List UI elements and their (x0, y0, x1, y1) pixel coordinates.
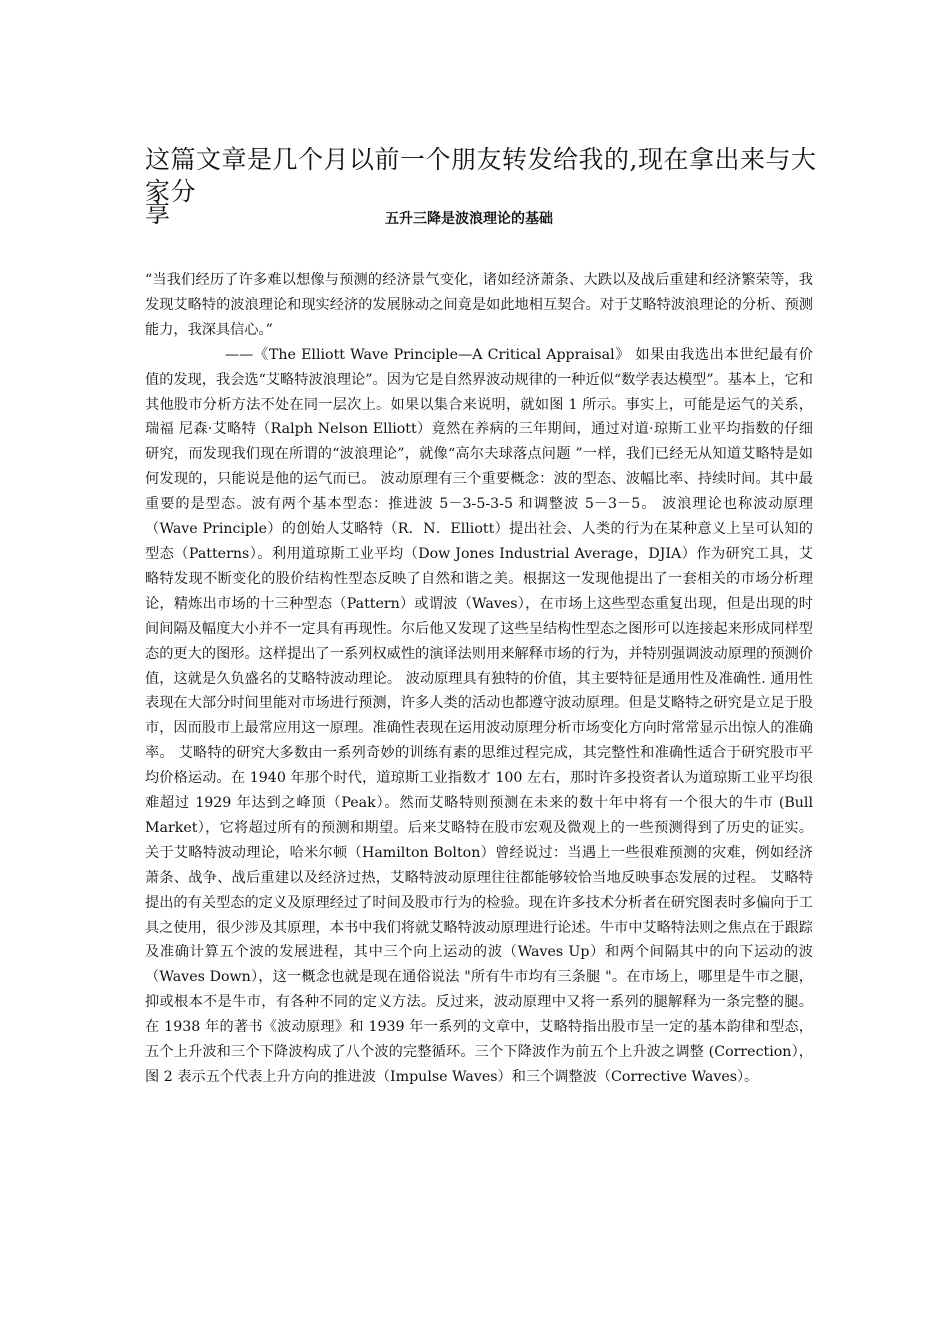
document-body (145, 268, 813, 1090)
quote-paragraph: “当我们经历了许多难以想像与预测的经济景气变化，诸如经济萧条、大跌以及战后重建和经济繁荣等，我发现艾略特的波浪理论和现实经济的发展脉动之间竟是如此地相互契合。对于艾略特波浪理论的分析、预测能力，我深具信心。” (145, 272, 813, 338)
body-paragraph: ——《The Elliott Wave Principle—A Critical Appraisal》 如果由我选出本世纪最有价值的发现，我会选“艾略特波浪理论”。因为它是自然界波动规律的一种近似“数学表达模型”。基本上，它和其他股市分析方法不处在同一层次上。如果以集合来说明，就如图 1 所示。事实上，可能是运气的关系，瑞福 尼森·艾略特（Ralph Nelson Elliott）竟然在养病的三年期间，通过对道·琼斯工业平均指数的仔细研究，而发现我们现在所谓的“波浪理论”，就像“高尔夫球落点问题 ”一样，我们已经无从知道艾略特是如何发现的，只能说是他的运气而已。 波动原理有三个重要概念：波的型态、波幅比率、持续时间。其中最重要的是型态。波有两个基本型态：推进波 5－3-5-3-5 和调整波 5－3－5。 波浪理论也称波动原理（Wave Principle）的创始人艾略特（R．N．Elliott）提出社会、人类的行为在某种意义上呈可认知的型态（Patterns）。利用道琼斯工业平均（Dow Jones Industrial Average，DJIA）作为研究工具，艾略特发现不断变化的股价结构性型态反映了自然和谐之美。根据这一发现他提出了一套相关的市场分析理论，精炼出市场的十三种型态（Pattern）或谓波（Waves），在市场上这些型态重复出现，但是出现的时间间隔及幅度大小并不一定具有再现性。尔后他又发现了这些呈结构性型态之图形可以连接起来形成同样型态的更大的图形。这样提出了一系列权威性的演译法则用来解释市场的行为，并特别强调波动原理的预测价值，这就是久负盛名的艾略特波动理论。 波动原理具有独特的价值，其主要特征是通用性及准确性. 通用性表现在大部分时间里能对市场进行预测，许多人类的活动也都遵守波动原理。但是艾略特之研究是立足于股市，因而股市上最常应用这一原理。准确性表现在运用波动原理分析市场变化方向时常常显示出惊人的准确率。 艾略特的研究大多数由一系列奇妙的训练有素的思维过程完成，其完整性和准确性适合于研究股市平均价格运动。在 1940 年那个时代，道琼斯工业指数才 100 左右，那时许多投资者认为道琼斯工业平均很难超过 1929 年达到之峰顶（Peak）。然而艾略特则预测在未来的数十年中将有一个很大的牛市 (Bull Market），它将超过所有的预测和期望。后来艾略特在股市宏观及微观上的一些预测得到了历史的证实。 关于艾略特波动理论，哈米尔顿（Hamilton Bolton）曾经说过：当遇上一些很难预测的灾难，例如经济萧条、战争、战后重建以及经济过热，艾略特波动原理往往都能够较恰当地反映事态发展的过程。 艾略特提出的有关型态的定义及原理经过了时间及股市行为的检验。现在许多技术分析者在研究图表时多偏向于工具之使用，很少涉及其原理，本书中我们将就艾略特波动原理进行论述。牛市中艾略特法则之焦点在于跟踪及准确计算五个波的发展进程，其中三个向上运动的波（Waves Up）和两个间隔其中的向下运动的波（Waves Down），这一概念也就是现在通俗说法 "所有牛市均有三条腿 "。在市场上，哪里是牛市之腿，抑或根本不是牛市，有各种不同的定义方法。反过来，波动原理中又将一系列的腿解释为一条完整的腿。 在 1938 年的著书《波动原理》和 1939 年一系列的文章中，艾略特指出股市呈一定的基本韵律和型态， 五个上升波和三个下降波构成了八个波的完整循环。三个下降波作为前五个上升波之调整 (Correction），图 2 表示五个代表上升方向的推进波（Impulse Waves）和三个调整波（Corrective Waves）。 (145, 346, 813, 1085)
document-heading-line2: 享 (145, 199, 171, 228)
document-heading-line1: 这篇文章是几个月以前一个朋友转发给我的,现在拿出来与大家分 (145, 145, 817, 206)
document-subtitle: 五升三降是波浪理论的基础 (385, 211, 553, 227)
